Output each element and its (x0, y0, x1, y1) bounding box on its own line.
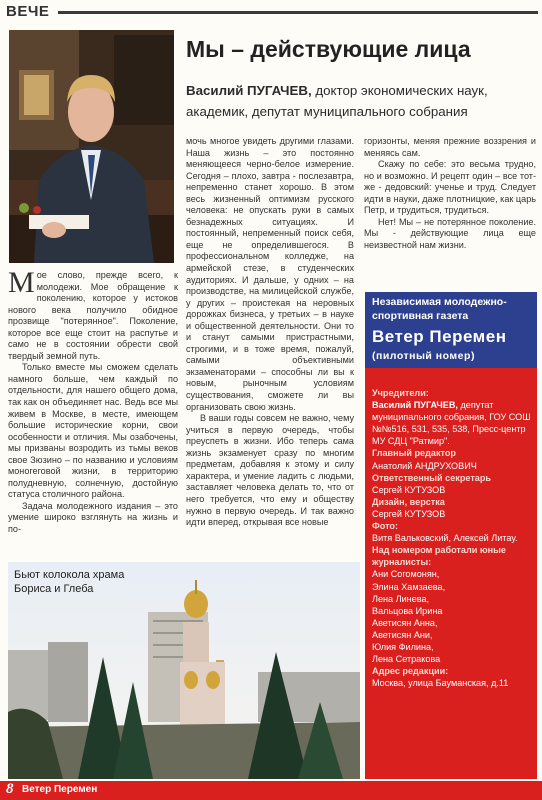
paragraph: В ваши годы совсем не важно, чему учиться в первую очередь, чтобы преуспеть в жизни. Ибо теперь сама жизнь экзаменует сразу по многим предметам, добавляя к этому и силу характера, и умение ладить с людьми, заставляет человека делать то, что от него требуется, что ему и обществу нужно в первую очередь. И так важно идти вперед, открывая все новые (186, 413, 354, 528)
newspaper-subtitle: Независимая молодежно-спортивная газета (372, 296, 507, 322)
paragraph: Только вместе мы сможем сделать намного больше, чем каждый по отдельности, для нашего общего дома, так как он объединяет нас. Ведь все мы живем в Москве, в месте, имеющем большие исторические корни, свои особенности и отличия. Мы озабочены, мы призваны возродить из тьмы веков свое Зюзино – по названию и условиям моногеговой жизни, в территорию полудневную, солнечную, достойную статуса столичного района. (8, 362, 178, 500)
credit-heading: Фото: (372, 521, 399, 532)
newspaper-name: Ветер Перемен (372, 327, 507, 346)
journalist-name: Вальцова Ирина (372, 605, 443, 616)
credit-heading: Над номером работали юные журналисты: (372, 545, 506, 568)
footer-newspaper-name: Ветер Перемен (22, 784, 98, 795)
author-photo (9, 30, 174, 263)
author-desc: доктор экономических наук, (311, 83, 488, 98)
credit-value: Сергей КУТУЗОВ (372, 508, 446, 519)
drop-cap: М (8, 266, 35, 299)
paragraph: Нет! Мы – не потерянное поколение. Мы - действующие лица еще неизвестной нам жизни. (364, 216, 536, 250)
journalist-name: Юлия Филина, (372, 641, 434, 652)
paragraph: мочь многое увидеть другими глазами. Наша жизнь – это постоянно меняющееся черно-белое измерение. Сегодня – плохо, завтра - послезавтра, непременно станет хорошо. В этом весь жизненный оптимизм русского человека: не опускать руки в самых безнадежных ситуациях. И постоянный, непременный поиск себя, еще не определившегося. В профессиональном колледже, на армейской стезе, в студенческих аудиториях. И дальше, у одних – на производстве, на милицейской службе, у других – проистекая на неровных дорожках бизнеса, у третьих – в науке и общественной деятельности. Они то и станут самыми пристрастными, строгими, и в тоже время, пожалуй, самыми объективными экзаменаторами – способны ли вы к новым, рыночным условиям существования, сможете ли вы организовать свою жизнь. (186, 136, 354, 412)
credit-value: Сергей КУТУЗОВ (372, 484, 446, 495)
paragraph: горизонты, меняя прежние воззрения и меняясь сам. (364, 136, 536, 158)
journalist-name: Лена Линева, (372, 593, 430, 604)
credit-value: Анатолий АНДРУХОВИЧ (372, 460, 477, 471)
journalist-name: Аветисян Анна, (372, 617, 438, 628)
credit-heading: Адрес редакции: (372, 666, 449, 677)
header-rule (58, 11, 538, 14)
credit-value: Василий ПУГАЧЕВ, (372, 400, 458, 411)
section-header: ВЕЧЕ (6, 3, 50, 20)
photo-caption (14, 568, 124, 596)
article-byline (186, 80, 538, 122)
credit-heading: Дизайн, верстка (372, 496, 445, 507)
pilot-issue-label: (пилотный номер) (372, 350, 475, 362)
author-desc-2: академик, депутат муниципального собрания (186, 104, 468, 119)
paragraph: Задача молодежного издания – это умение широко взглянуть на жизнь и по- (8, 500, 178, 535)
article-column-1 (8, 266, 178, 536)
article-column-2 (186, 136, 354, 529)
credit-heading: Учредители: (372, 388, 429, 398)
paragraph: ое слово, прежде всего, к молодежи. Мое обращение к поколению, которое у истоков нового века получило обидное прозвище "потерянное". Поколение, которое все еще стоит на распутье и само не в состоянии обрести свой твердый земной путь. (8, 270, 178, 361)
credit-value: Москва, улица Бауманская, д.11 (372, 678, 509, 689)
credit-heading: Ответственный секретарь (372, 472, 491, 483)
caption-line: Бьют колокола храма (14, 569, 125, 581)
page-number: 8 (6, 781, 14, 797)
credit-value: депутат муниципального собрания, ГОУ СОШ №№516, 531, 535, 538, Пресс-центр МУ СДЦ "Ратмир". (372, 400, 531, 447)
credit-value: Витя Вальковский, Алексей Литау. (372, 533, 518, 544)
paragraph: Скажу по себе: это весьма трудно, но и возможно. И рецепт один – все тот-же - дедовский: ученье и труд. Следует идти в науки, даже плотницкие, как царь Петр, и трудиться, трудиться. (364, 159, 536, 216)
author-name: Василий ПУГАЧЕВ, (186, 83, 312, 98)
journalist-name: Аветисян Ани, (372, 629, 433, 640)
article-column-3 (364, 136, 536, 251)
journalist-name: Лена Сетракова (372, 654, 441, 665)
masthead-credits (372, 387, 535, 689)
caption-line: Бориса и Глеба (14, 583, 94, 595)
credit-heading: Главный редактор (372, 448, 456, 459)
article-title: Мы – действующие лица (186, 36, 471, 62)
journalist-name: Ани Согомонян, (372, 569, 440, 580)
journalist-name: Элина Хамзаева, (372, 581, 446, 592)
